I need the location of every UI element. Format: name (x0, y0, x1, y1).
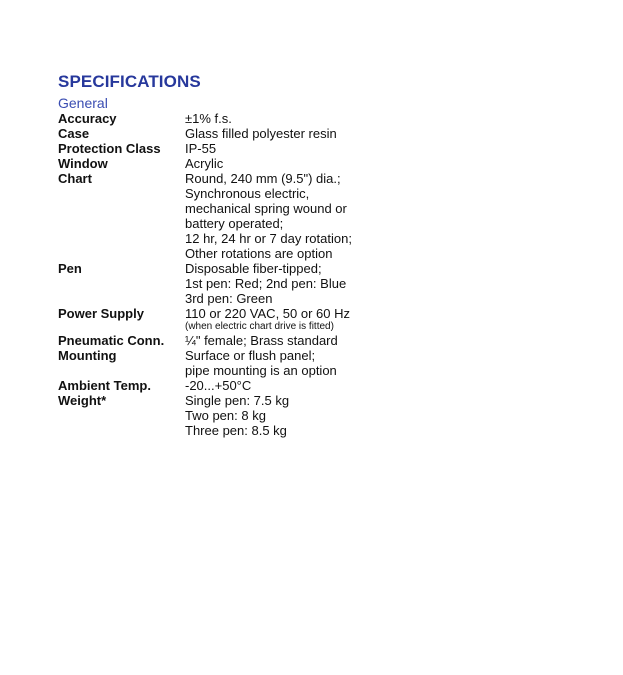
spec-value (185, 111, 578, 126)
spec-label: Pneumatic Conn. (58, 333, 165, 348)
spec-row-pneumatic-conn (58, 333, 578, 348)
spec-value-line: Disposable fiber-tipped; (185, 261, 322, 276)
spec-value-line: Synchronous electric, (185, 186, 310, 201)
spec-value-line: Round, 240 mm (9.5") dia.; (185, 171, 341, 186)
spec-table (58, 111, 578, 438)
spec-value-line: -20...+50°C (185, 378, 252, 393)
spec-value-line: Two pen: 8 kg (185, 408, 266, 423)
spec-value-line: Glass filled polyester resin (185, 126, 337, 141)
spec-label: Ambient Temp. (58, 378, 151, 393)
page-title: SPECIFICATIONS (58, 72, 201, 91)
spec-value-line: 3rd pen: Green (185, 291, 273, 306)
spec-row-case (58, 126, 578, 141)
spec-label: Accuracy (58, 111, 117, 126)
spec-label: Window (58, 156, 108, 171)
spec-label: Pen (58, 261, 82, 276)
spec-value (185, 126, 578, 141)
spec-sheet (58, 71, 578, 438)
spec-value (185, 378, 578, 393)
spec-value (185, 393, 578, 438)
spec-value (185, 333, 578, 348)
spec-row-chart (58, 171, 578, 261)
spec-value-note: (when electric chart drive is fitted) (185, 321, 334, 332)
spec-label: Weight* (58, 393, 107, 408)
spec-row-weight (58, 393, 578, 438)
spec-label: Mounting (58, 348, 117, 363)
spec-value-line: battery operated; (185, 216, 284, 231)
spec-row-protection-class (58, 141, 578, 156)
spec-value-line: pipe mounting is an option (185, 363, 337, 378)
spec-value-line: 12 hr, 24 hr or 7 day rotation; (185, 231, 352, 246)
spec-value (185, 348, 578, 378)
spec-value-line: 1st pen: Red; 2nd pen: Blue (185, 276, 347, 291)
section-heading: General (58, 95, 108, 111)
spec-row-ambient-temp (58, 378, 578, 393)
spec-row-mounting (58, 348, 578, 378)
spec-value-line: Other rotations are option (185, 246, 333, 261)
spec-value (185, 171, 578, 261)
spec-row-window (58, 156, 578, 171)
spec-value-line: Single pen: 7.5 kg (185, 393, 290, 408)
spec-value (185, 141, 578, 156)
spec-value (185, 261, 578, 306)
spec-value-line: IP-55 (185, 141, 217, 156)
spec-row-accuracy (58, 111, 578, 126)
spec-row-power-supply (58, 306, 578, 333)
spec-label: Chart (58, 171, 92, 186)
spec-label: Protection Class (58, 141, 161, 156)
spec-value-line: ±1% f.s. (185, 111, 232, 126)
spec-label: Power Supply (58, 306, 144, 321)
spec-row-pen (58, 261, 578, 306)
spec-value-line: ¼" female; Brass standard (185, 333, 338, 348)
spec-value-line: Three pen: 8.5 kg (185, 423, 287, 438)
spec-value (185, 156, 578, 171)
spec-value (185, 306, 578, 333)
spec-label: Case (58, 126, 90, 141)
spec-value-line: 110 or 220 VAC, 50 or 60 Hz (185, 306, 351, 321)
spec-value-line: mechanical spring wound or (185, 201, 347, 216)
spec-value-line: Surface or flush panel; (185, 348, 316, 363)
spec-value-line: Acrylic (185, 156, 224, 171)
